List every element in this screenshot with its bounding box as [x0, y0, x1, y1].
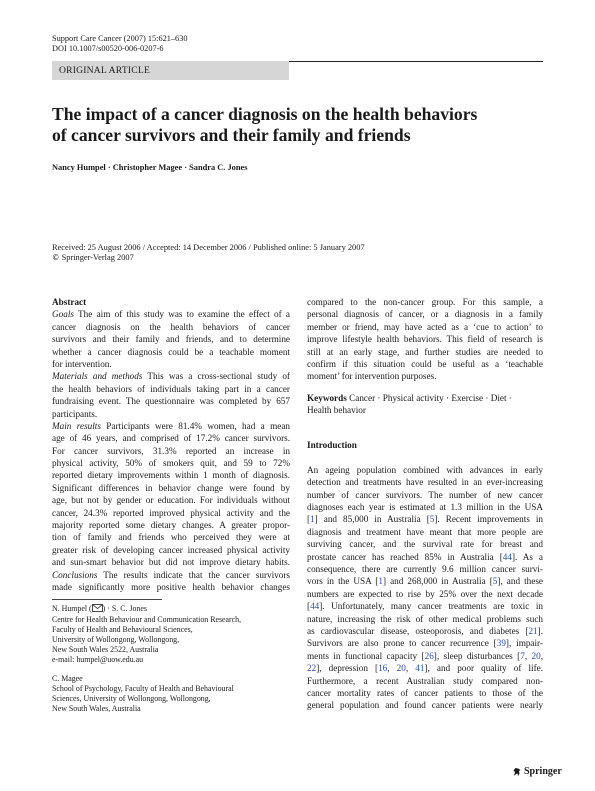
goals-label: Goals	[52, 309, 74, 320]
methods-label: Materials and methods	[52, 371, 143, 382]
introduction-text: general population and found cancer patients were nearly	[307, 700, 543, 711]
journal-citation: Support Care Cancer (2007) 15:621–630	[52, 34, 188, 43]
spacer	[307, 417, 543, 439]
abstract-text: greater risk of developing cancer increased physical activity	[52, 544, 290, 555]
introduction-text: diagnosis and treatment have meant that more people are	[307, 526, 543, 537]
header-rule	[289, 61, 543, 62]
article-title	[52, 104, 542, 146]
abstract-text: personal diagnosis of cancer, or a diagnosis in a family	[307, 309, 543, 320]
affiliation-line: New South Wales 2522, Australia	[52, 645, 159, 655]
introduction-text: [	[307, 514, 311, 525]
abstract-text: moment’ for intervention purposes.	[307, 371, 437, 382]
abstract-text: For cancer survivors, 31.3% reported an increase in	[52, 445, 290, 456]
introduction-text: ], depression [	[316, 663, 379, 674]
publisher-name: Springer	[524, 766, 562, 777]
introduction-text: ]. Recent improvements in	[434, 514, 543, 525]
introduction-line	[307, 662, 543, 674]
introduction-line	[307, 687, 543, 699]
introduction-text: surviving cancer, and the survival rate for breast and	[307, 539, 543, 550]
introduction-text: numbers are expected to rise by 25% over the next decade	[307, 588, 543, 599]
introduction-line	[307, 464, 543, 476]
citation-link[interactable]: 20	[531, 650, 541, 661]
abstract-text: compared to the non-cancer group. For this sample, a	[307, 297, 543, 307]
spacer	[307, 383, 543, 392]
abstract-heading: Abstract	[52, 297, 87, 307]
footnote-authors	[52, 604, 290, 615]
results-label: Main results	[52, 420, 101, 431]
right-column	[307, 296, 543, 712]
doi: DOI 10.1007/s00520-006-0207-6	[52, 44, 164, 53]
citation-link[interactable]: 21	[528, 625, 538, 636]
keywords-line	[307, 392, 543, 404]
section-banner: ORIGINAL ARTICLE	[52, 61, 289, 80]
abstract-text: still at an early stage, and further studies are needed to	[307, 346, 543, 357]
citation-link[interactable]: 1	[310, 514, 315, 525]
introduction-line	[307, 489, 543, 501]
abstract-text: member or friend, may have acted as a ‘cue to action’ to	[307, 321, 543, 332]
introduction-text: vors in the USA [	[307, 576, 379, 587]
citation-link[interactable]: 41	[415, 663, 425, 674]
abstract-text: cancer, 24.3% reported improved physical activity and the	[52, 507, 290, 518]
introduction-text: ments in functional capacity [	[307, 650, 425, 661]
introduction-line	[307, 588, 543, 600]
affiliation-line: School of Psychology, Faculty of Health and Behavioural	[52, 683, 234, 693]
abstract-text: tion of family and friends who perceived they were at	[52, 532, 290, 543]
introduction-text: consequence, there are currently 9.6 million cancer survi-	[307, 564, 543, 575]
introduction-text: ,	[524, 650, 532, 661]
introduction-text: nature, increasing the risk of other medical problems such	[307, 613, 543, 624]
introduction-line	[307, 699, 543, 711]
introduction-text: ], sleep disturbances [	[433, 650, 521, 661]
keywords-text: Health behavior	[307, 405, 366, 416]
introduction-line	[307, 538, 543, 550]
introduction-text: number of cancer survivors. The number of new cancer	[307, 489, 543, 500]
introduction-text: detection and treatments have resulted in an ever-increasing	[307, 477, 543, 488]
citation-link[interactable]: 20	[396, 663, 406, 674]
abstract-text: participants.	[52, 408, 98, 419]
introduction-text: diagnoses each year is estimated at 1.3 million in the USA	[307, 502, 543, 513]
author-list: Nancy Humpel · Christopher Magee · Sandra C. Jones	[52, 163, 248, 172]
introduction-text: An ageing population combined with advances in early	[307, 464, 543, 475]
introduction-line	[307, 575, 543, 587]
introduction-line	[307, 650, 543, 662]
abstract-text: The aim of this study was to examine the effect of a	[73, 309, 290, 320]
footnote-rule	[52, 599, 162, 600]
introduction-line	[307, 526, 543, 538]
publisher-logo	[512, 766, 562, 777]
introduction-line	[307, 513, 543, 525]
introduction-text: ]. As a	[511, 551, 543, 562]
abstract-text: This was a cross-sectional study of	[142, 371, 290, 382]
title-line-2: of cancer survivors and their family and friends	[52, 125, 411, 145]
introduction-line	[307, 551, 543, 563]
abstract-text: fundraising event. The questionnaire was completed by 657	[52, 396, 290, 407]
title-line-1: The impact of a cancer diagnosis on the health behaviors	[52, 104, 478, 124]
introduction-text: as cardiovascular disease, osteoporosis, and diabetes [	[307, 625, 529, 636]
introduction-line	[307, 625, 543, 637]
abstract-text: whether a cancer diagnosis could be a teachable moment	[52, 346, 290, 357]
abstract-text: survivors and their family and friends, and to determine	[52, 334, 290, 345]
affiliation-line: Faculty of Health and Behavioural Sciences,	[52, 625, 193, 635]
footnote-coauthor: ) · S. C. Jones	[102, 604, 147, 613]
affiliation-line: Centre for Health Behaviour and Communication Research,	[52, 615, 242, 625]
abstract-text: made significantly more positive health behavior changes	[52, 581, 290, 592]
affiliation-line: Sciences, University of Wollongong, Wollongong,	[52, 693, 211, 703]
citation-link[interactable]: 39	[496, 638, 506, 649]
conclusions-label: Conclusions	[52, 569, 98, 580]
introduction-text: ,	[540, 650, 543, 661]
citation-link[interactable]: 22	[307, 663, 317, 674]
introduction-text: [	[307, 601, 311, 612]
citation-link[interactable]: 5	[492, 576, 498, 587]
introduction-text: ], and poor quality of life.	[424, 663, 543, 674]
keywords-label: Keywords	[307, 392, 347, 403]
abstract-text: confirm if this situation could be useful as a ‘teachable	[307, 358, 543, 369]
copyright	[52, 253, 134, 263]
introduction-text: prostate cancer has reached 85% in Australia [	[307, 551, 503, 562]
introduction-heading: Introduction	[307, 439, 357, 450]
introduction-text: ,	[405, 663, 416, 674]
citation-link[interactable]: 26	[424, 650, 434, 661]
abstract-text: the health behaviors of individuals taking part in a cancer	[52, 383, 290, 394]
abstract-text: physical activity, 50% of smokers quit, and 59 to 72%	[52, 458, 290, 469]
abstract-text: Significant differences in behavior change were found by	[52, 482, 290, 493]
citation-link[interactable]: 44	[310, 601, 320, 612]
author-affiliations	[52, 604, 290, 714]
abstract-text: for intervention.	[52, 358, 112, 369]
affiliation-line: University of Wollongong, Wollongong,	[52, 635, 180, 645]
copyright-icon: ©	[52, 253, 60, 262]
introduction-line	[307, 600, 543, 612]
affiliation-line: New South Wales, Australia	[52, 703, 141, 713]
introduction-text: Survivors are also prone to cancer recurrence [	[307, 638, 497, 649]
springer-horse-icon	[512, 767, 522, 777]
introduction-text: ] and 268,000 in Australia [	[382, 576, 493, 587]
introduction-text: ] and 85,000 in Australia [	[314, 514, 430, 525]
introduction-body	[307, 464, 543, 712]
copyright-text: Springer-Verlag 2007	[61, 253, 134, 262]
introduction-text: ].	[537, 625, 543, 636]
footnote-spacer	[52, 666, 290, 674]
publication-dates: Received: 25 August 2006 / Accepted: 14 December 2006 / Published online: 5 January 2007	[52, 243, 365, 252]
abstract-text: reported dietary improvements within 1 month of diagnosis.	[52, 470, 290, 481]
introduction-text: Furthermore, a recent Australian study compared non-	[307, 675, 543, 686]
abstract-text: The results indicate that the cancer survivors	[97, 569, 290, 580]
citation-link[interactable]: 7	[520, 650, 525, 661]
introduction-text: cancer mortality rates of cancer patients to those of the	[307, 687, 543, 698]
introduction-text: ,	[387, 663, 397, 674]
abstract-text: Participants were 81.4% women, had a mean	[100, 420, 290, 431]
envelope-icon[interactable]	[92, 604, 103, 615]
author-email[interactable]: e-mail: humpel@uow.edu.au	[52, 655, 144, 665]
abstract-text: and sun-smart behavior but did not improve dietary habits.	[52, 557, 290, 568]
keywords-text: Cancer · Physical activity · Exercise · Diet ·	[346, 392, 512, 403]
citation-link[interactable]: 5	[429, 514, 435, 525]
introduction-text: ], impair-	[505, 638, 543, 649]
introduction-text: ]. Unfortunately, many cancer treatments are toxic in	[319, 601, 543, 612]
abstract-text: improve lifestyle health behaviors. This field of research is	[307, 334, 543, 345]
citation-link[interactable]: 16	[378, 663, 388, 674]
citation-link[interactable]: 1	[378, 576, 383, 587]
abstract-text: age of 46 years, and comprised of 17.2% cancer survivors.	[52, 433, 290, 444]
abstract-section	[52, 296, 290, 593]
abstract-text: age, but not by gender or education. For individuals without	[52, 495, 290, 506]
introduction-line	[307, 563, 543, 575]
introduction-line	[307, 637, 543, 649]
introduction-line	[307, 501, 543, 513]
introduction-line	[307, 476, 543, 488]
citation-link[interactable]: 44	[502, 551, 512, 562]
spacer	[307, 451, 543, 464]
abstract-text: majority reported some dietary changes. A greater propor-	[52, 520, 290, 531]
abstract-text: cancer diagnosis on the health behaviors of cancer	[52, 321, 290, 332]
introduction-line	[307, 675, 543, 687]
footnote-author-name: C. Magee	[52, 673, 83, 683]
introduction-line	[307, 613, 543, 625]
introduction-text: ], and these	[497, 576, 543, 587]
footnote-author-name: N. Humpel (	[52, 604, 92, 613]
